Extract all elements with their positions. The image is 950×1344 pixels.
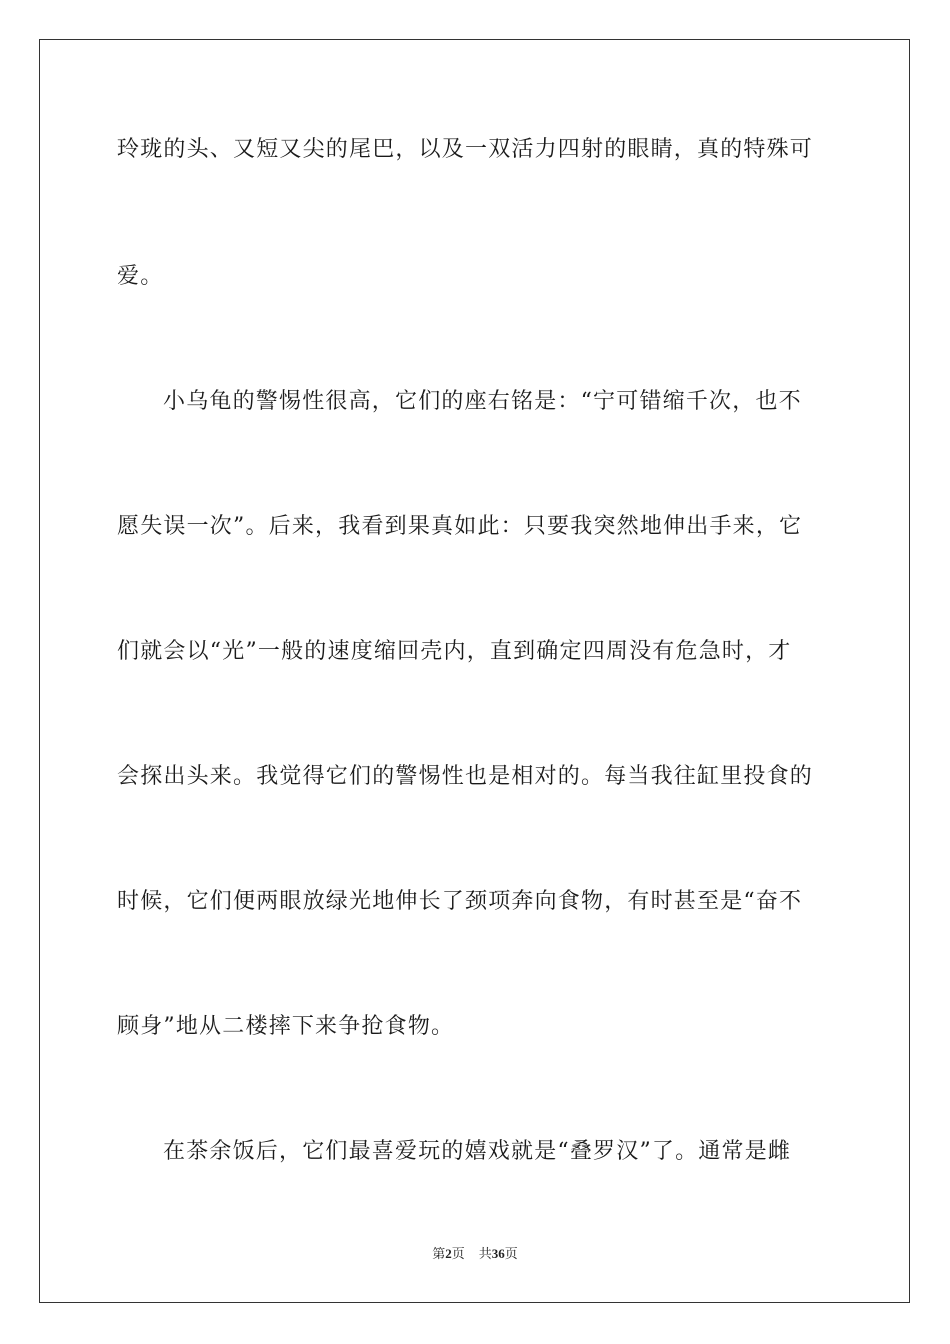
text-line-2: 爱。	[117, 264, 164, 289]
text-line-8: 顾身”地从二楼摔下来争抢食物。	[117, 1014, 455, 1039]
footer-page-prefix: 第	[432, 1247, 446, 1262]
text-line-6: 会探出头来。我觉得它们的警惕性也是相对的。每当我往缸里投食的	[117, 764, 814, 789]
paragraph-start-line-3: 小乌龟的警惕性很高，它们的座右铭是：“宁可错缩千次，也不	[163, 389, 802, 414]
paragraph-start-line-9: 在茶余饭后，它们最喜爱玩的嬉戏就是“叠罗汉”了。通常是雌	[163, 1139, 792, 1164]
footer-page-number: 2	[445, 1246, 452, 1261]
footer-total-pages: 36	[491, 1246, 505, 1261]
text-line-1: 玲珑的头、又短又尖的尾巴，以及一双活力四射的眼睛，真的特殊可	[117, 137, 814, 162]
footer-total-prefix: 共	[478, 1247, 492, 1262]
page-border	[39, 39, 910, 1303]
footer-page-suffix: 页	[451, 1247, 465, 1262]
text-line-7: 时候，它们便两眼放绿光地伸长了颈项奔向食物，有时甚至是“奋不	[117, 889, 803, 914]
footer-total-suffix: 页	[504, 1247, 518, 1262]
page-footer	[0, 1245, 950, 1264]
text-line-5: 们就会以“光”一般的速度缩回壳内，直到确定四周没有危急时，才	[117, 639, 792, 664]
text-line-4: 愿失误一次”。后来，我看到果真如此：只要我突然地伸出手来，它	[117, 514, 803, 539]
